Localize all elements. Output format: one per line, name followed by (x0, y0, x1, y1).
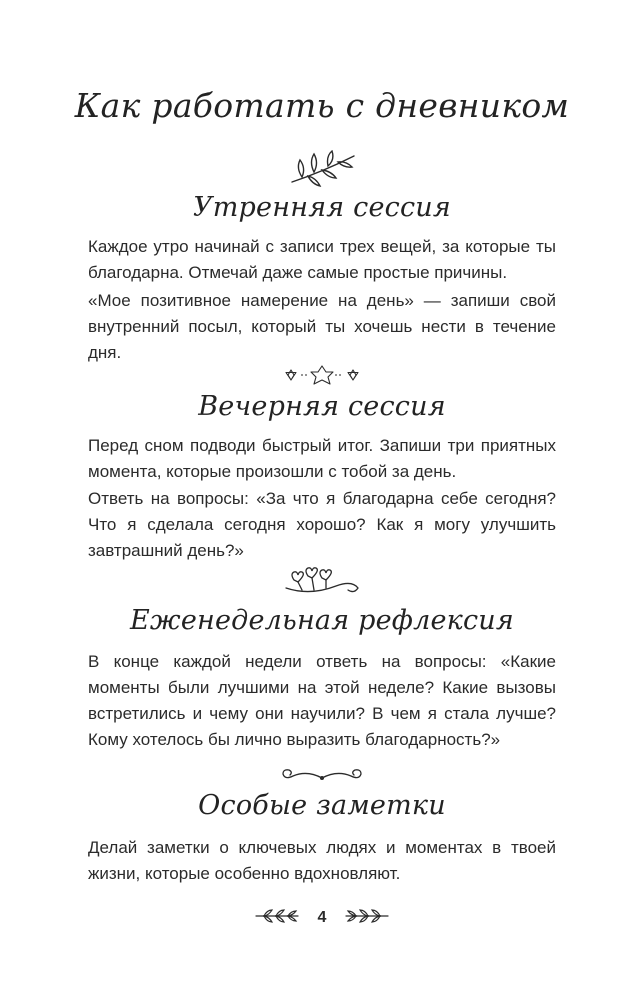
page-footer (0, 908, 644, 928)
swirl-divider-icon (0, 766, 644, 786)
leafy-branch-icon (0, 150, 644, 190)
paragraph: В конце каждой недели ответь на вопросы: «Какие моменты были лучшими на этой неделе? Какие вызовы встретились и чему они научили? В чем я стала лучше? Кому хотелось бы лично выразить благодарность?» (88, 652, 556, 749)
stars-divider-icon (0, 364, 644, 386)
page-title: Как работать с дневником (74, 86, 570, 125)
paragraph: Перед сном подводи быстрый итог. Запиши три приятных момента, которые произошли с тобой за день. (88, 436, 556, 481)
section-heading-evening: Вечерняя сессия (198, 391, 446, 422)
page-number: 4 (317, 909, 327, 926)
paragraph: Ответь на вопросы: «За что я благодарна себе сегодня? Что я сделала сегодня хорошо? Как я могу улучшить завтрашний день?» (88, 489, 556, 560)
section-heading-morning: Утренняя сессия (193, 192, 451, 223)
paragraph: Каждое утро начинай с записи трех вещей, за которые ты благодарна. Отмечай даже самые простые причины. (88, 237, 556, 282)
laurel-right-icon (344, 908, 390, 928)
heart-swirl-icon (0, 566, 644, 598)
section-heading-notes: Особые заметки (198, 790, 446, 821)
paragraph: Делай заметки о ключевых людях и моментах в твоей жизни, которые особенно вдохновляют. (88, 838, 556, 883)
laurel-left-icon (254, 908, 300, 928)
section-heading-weekly: Еженедельная рефлексия (130, 605, 514, 636)
paragraph: «Мое позитивное намерение на день» — запиши свой внутренний посыл, который ты хочешь нести в течение дня. (88, 291, 556, 362)
